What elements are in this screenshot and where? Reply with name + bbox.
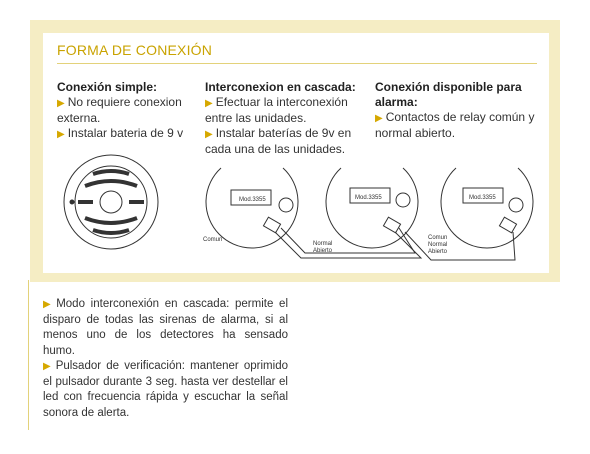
terminal-label-normal: Normal — [428, 242, 448, 248]
column-alarm — [375, 80, 545, 141]
list-item-text: No requiere conexion externa. — [57, 95, 182, 125]
terminal-label-comun: Comun — [203, 237, 223, 243]
detector-top-view — [64, 155, 158, 249]
list-item-text: Efectuar la interconexión entre las unidades. — [205, 95, 348, 125]
note-text: Pulsador de verificación: mantener oprimido el pulsador durante 3 seg. hasta ver destellar el led con frecuencia rápida y escuchar la señal sonora de alerta. — [43, 360, 288, 419]
list-item-text: Instalar baterías de 9v en cada una de las unidades. — [205, 126, 352, 156]
terminal-label-normal: Normal — [313, 241, 333, 247]
list-item — [57, 126, 197, 142]
column-cascade — [205, 80, 365, 157]
column-heading: Conexión simple: — [57, 80, 158, 94]
detector-unit-3 — [441, 168, 533, 248]
arrow-icon: ▶ — [43, 361, 53, 372]
note-item — [43, 359, 288, 421]
detector-unit-1 — [206, 168, 298, 248]
arrow-icon: ▶ — [43, 299, 54, 310]
terminal-label-comun: Comun — [428, 235, 448, 241]
arrow-icon: ▶ — [205, 98, 213, 109]
notes-divider — [28, 280, 29, 430]
terminal-label-abierto: Abierto — [428, 249, 448, 255]
column-simple — [57, 80, 197, 142]
arrow-icon: ▶ — [57, 98, 65, 109]
section-title: FORMA DE CONEXIÓN — [57, 42, 213, 58]
arrow-icon: ▶ — [57, 129, 65, 140]
arrow-icon: ▶ — [205, 129, 213, 140]
list-item — [375, 110, 545, 141]
list-item-text: Instalar bateria de 9 v — [67, 126, 184, 140]
unit-label: Mod.3355 — [355, 195, 382, 201]
unit-label: Mod.3355 — [469, 195, 496, 201]
unit-label: Mod.3355 — [239, 197, 266, 203]
list-item — [205, 95, 365, 126]
column-heading: Interconexion en cascada: — [205, 80, 356, 94]
arrow-icon: ▶ — [375, 113, 383, 124]
notes-block — [43, 297, 288, 421]
title-divider — [57, 63, 537, 64]
note-item — [43, 297, 288, 359]
terminal-label-abierto: Abierto — [313, 248, 333, 254]
list-item — [57, 95, 197, 126]
connection-diagram — [43, 150, 543, 270]
column-heading: Conexión disponible para alarma: — [375, 80, 522, 109]
note-text: Modo interconexión en cascada: permite el disparo de todas las sirenas de alarma, si al menos uno de los detectores ha sensado humo. — [43, 298, 288, 357]
list-item-text: Contactos de relay común y normal abierto. — [375, 110, 535, 140]
